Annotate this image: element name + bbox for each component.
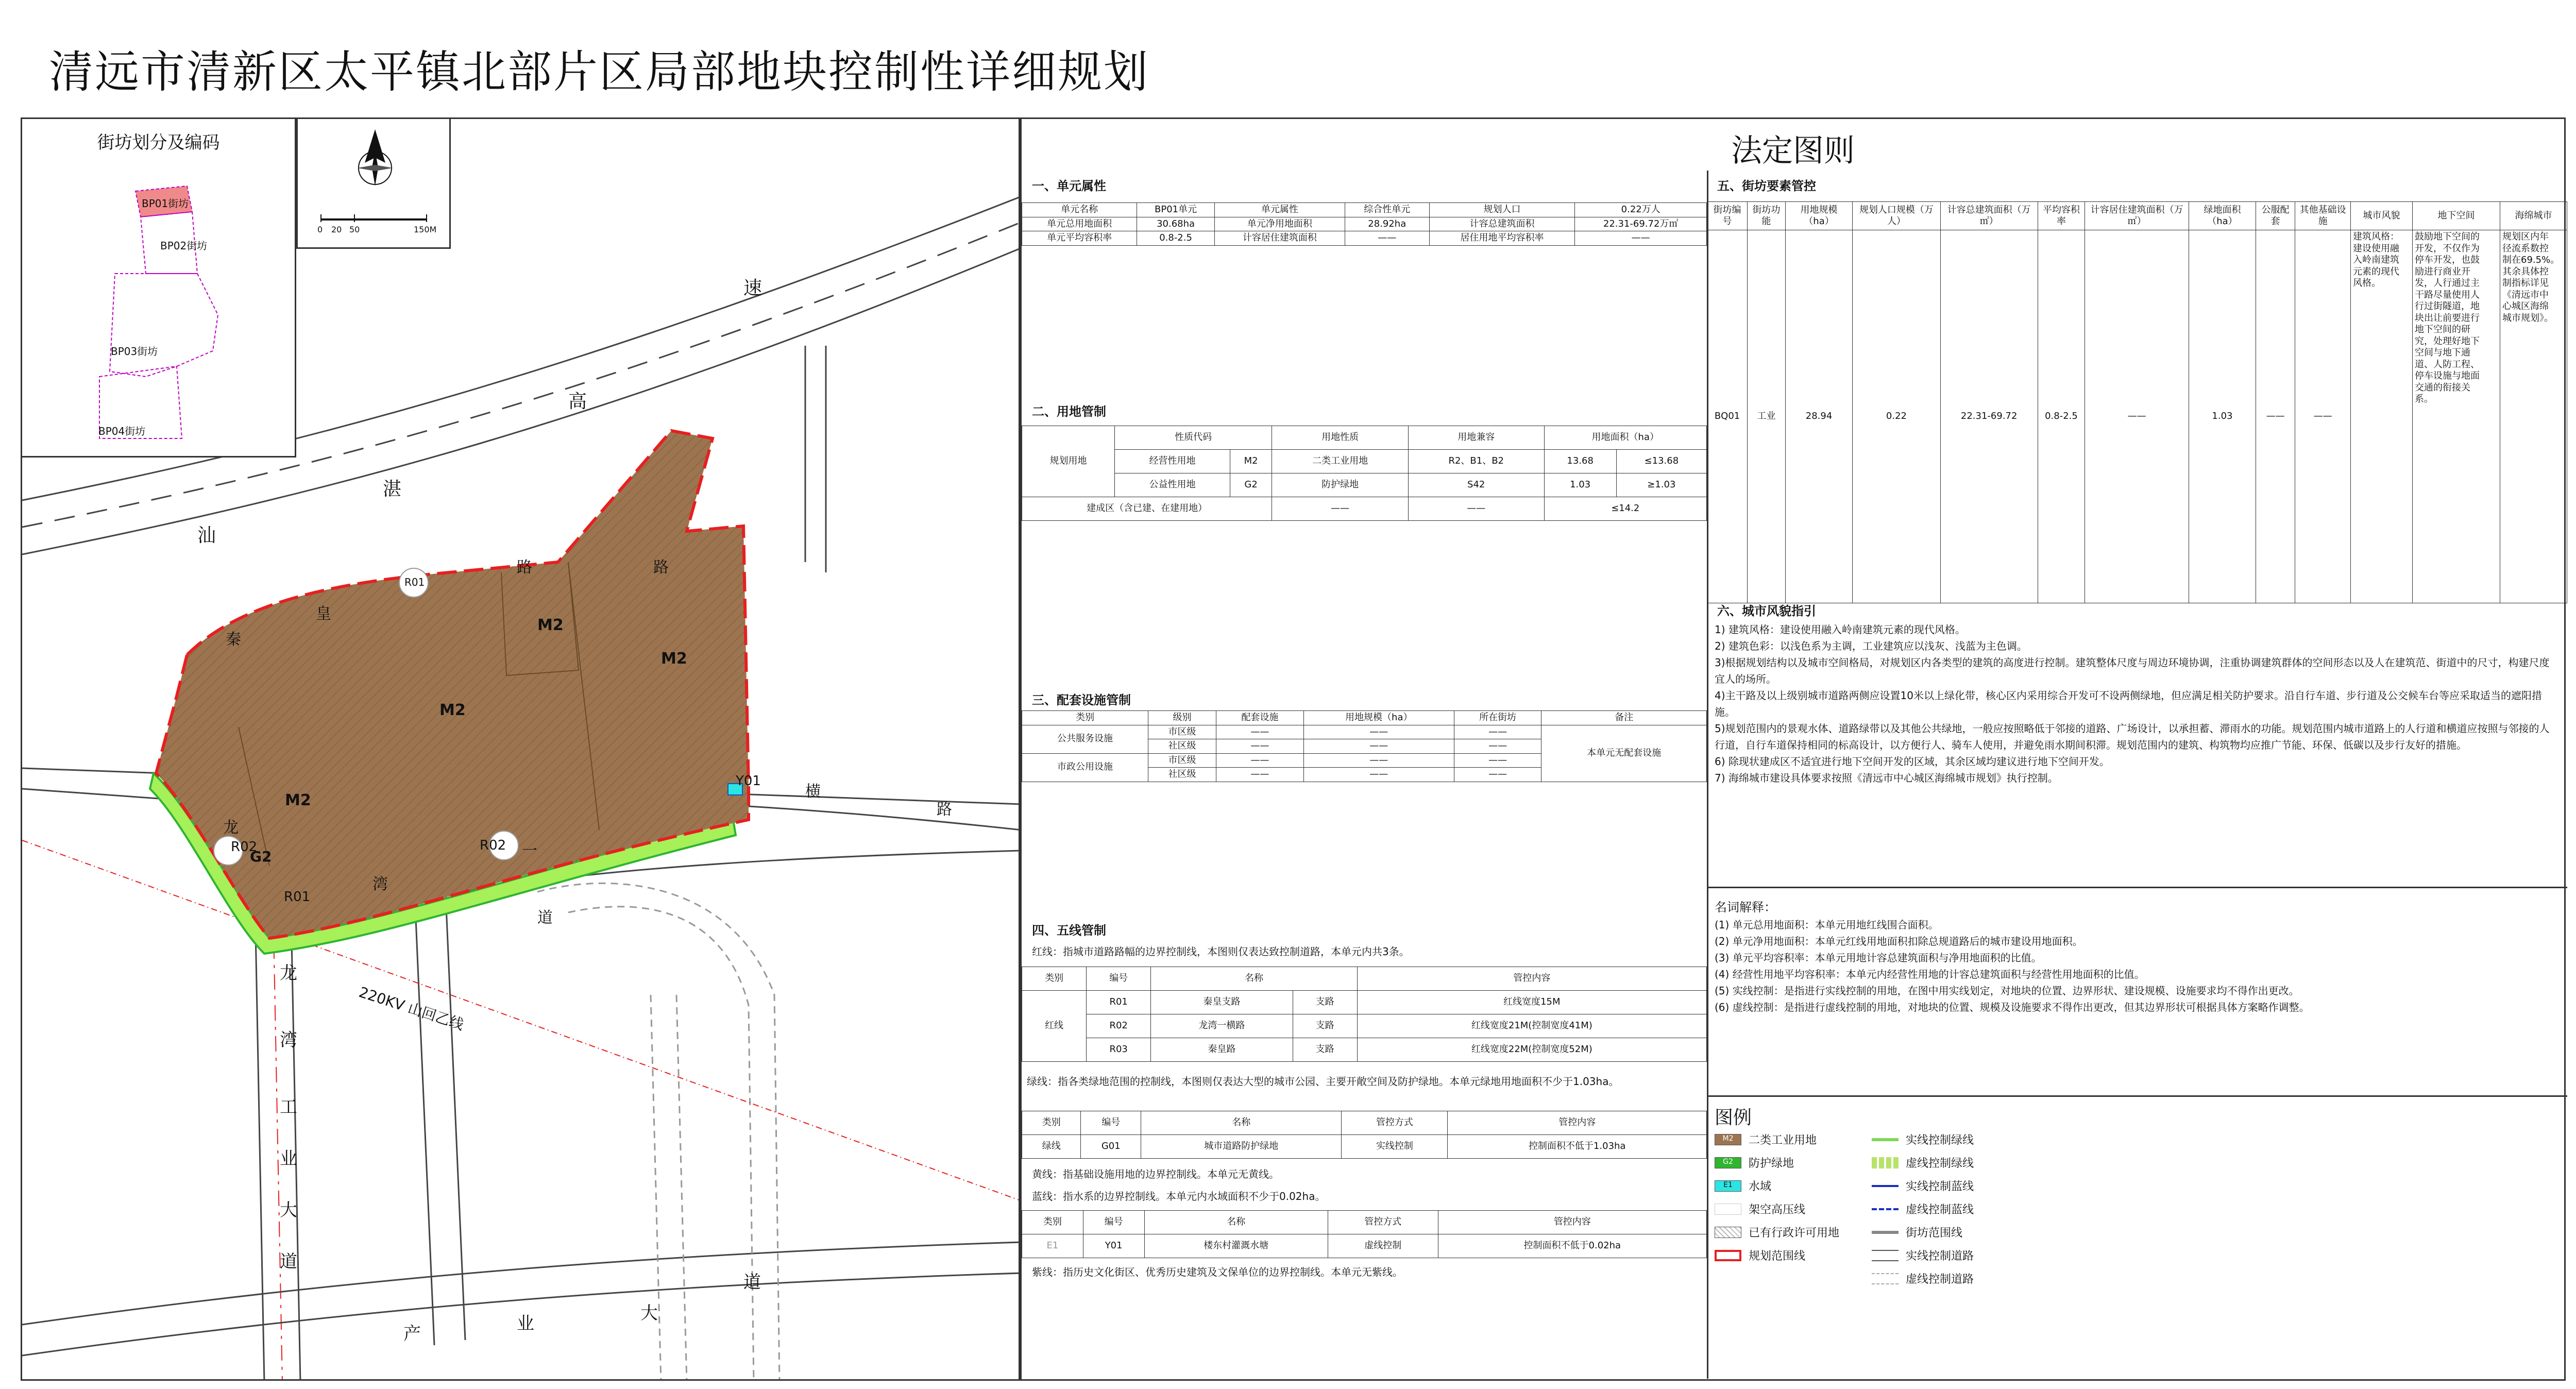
section-title: 三、配套设施管制	[1032, 693, 1131, 707]
yellowline-text: 黄线：指基础设施用地的边界控制线。本单元无黄线。	[1032, 1168, 1279, 1180]
road-label: 秦	[226, 631, 241, 649]
road-label: 道	[280, 1251, 297, 1272]
page-title: 清远市清新区太平镇北部片区局部地块控制性详细规划	[49, 46, 1149, 98]
road-label: 路	[937, 801, 952, 819]
unit-attr-table: 单元名称 BP01单元 单元属性 综合性单元 规划人口 0.22万人 单元总用地面积 30.68ha 单元净用地面积 28.92ha 计容总建筑面积 22.31-69.72万㎡ 单元平均容积率 0.8-2.5 计容居住建筑面积 —— 居住用地平均容积率 ——	[1022, 202, 1707, 246]
parcel-label: M2	[439, 701, 466, 719]
road-code: R02	[231, 839, 258, 855]
road-label: 湾	[280, 1030, 297, 1051]
road-label: 业	[280, 1148, 297, 1169]
road-label: 龙	[280, 963, 297, 984]
legend-item: 虚线控制蓝线	[1872, 1201, 1974, 1217]
purpleline-text: 紫线：指历史文化街区、优秀历史建筑及文保单位的边界控制线。本单元无紫线。	[1032, 1266, 1403, 1278]
legend-item: 架空高压线	[1715, 1201, 1805, 1217]
road-label: 高	[568, 391, 587, 412]
facility-table: 类别 级别 配套设施 用地规模（ha） 所在街坊 备注 公共服务设施 市区级 —— —— —— 本单元无配套设施 社区级 —— —— —— 市政公用设施 市区级 —— —— —— 社区级 —— —— ——	[1022, 710, 1707, 782]
road-label: 道	[537, 909, 553, 927]
road-label: 路	[517, 558, 532, 577]
legend-title: 图例	[1715, 1107, 1752, 1128]
planned-roads	[537, 883, 779, 1381]
scale-label: 50	[349, 225, 360, 234]
legend-item: 规划范围线	[1715, 1247, 1805, 1263]
powerline-label: 220KV 山回乙线	[357, 983, 466, 1034]
greenbelt-code: G2	[250, 848, 272, 865]
inset-block-label: BP03街坊	[111, 345, 158, 358]
road-code: R02	[480, 838, 506, 853]
legend-item: 实线控制道路	[1872, 1247, 1974, 1263]
section-title: 二、用地管制	[1032, 404, 1106, 419]
inset-block-label: BP02街坊	[160, 240, 208, 252]
road-chanye	[22, 1242, 1020, 1356]
panel-title: 法定图则	[1731, 133, 1855, 169]
parcel-label: M2	[285, 791, 311, 809]
section-title: 六、城市风貌指引	[1717, 604, 1816, 618]
road-label: 一	[522, 842, 537, 860]
legal-panel	[1020, 117, 2566, 1381]
scale-label: 0	[317, 225, 323, 234]
section-title: 五、街坊要素管控	[1717, 179, 1816, 193]
legend-swatch: G2	[1715, 1157, 1741, 1168]
inset-map	[22, 119, 298, 459]
section-title: 一、单元属性	[1032, 179, 1106, 193]
legend-item: M2 二类工业用地	[1715, 1131, 1817, 1147]
scale-label: 20	[331, 225, 342, 234]
road-code: R01	[284, 889, 311, 905]
road-label: 路	[653, 558, 669, 577]
road-label: 湛	[383, 479, 402, 500]
legend-swatch: M2	[1715, 1134, 1741, 1145]
road-label: 皇	[316, 605, 331, 623]
block-element-table: 街坊编号 街坊功能 用地规模（ha） 规划人口规模（万人） 计容总建筑面积（万㎡） 平均容积率 计容居住建筑面积（万㎡） 绿地面积（ha） 公服配套 其他基础设施 城市风貌 地下空间 海绵城市 BQ01 工业 28.94 0.22 22.31-69.72 0.8-2.5 —— 1.03 —— —— 建筑风格： 建设使用融 入岭南建筑 元素的现代 风格。 鼓励地下空间的 开发，不仅作为 停车开发，也鼓 励进行商业开 发，人行通过主 干路尽量使用人 行过街隧道，地 块出让前要进行 地下空间的研 究，处理好地下 空间与地下通 道、人防工程、 停车设施与地面 交通的衔接关 系。 规划区内年 径流系数控 制在69.5%。 其余具体控 制指标详见 《清远市中 心城区海绵 城市规划》。	[1707, 201, 2567, 603]
parcel-label: M2	[661, 650, 687, 668]
legend-item: E1 水域	[1715, 1178, 1771, 1194]
block-inset	[21, 117, 296, 458]
legend-item: 已有行政许可用地	[1715, 1224, 1839, 1240]
legend-item: G2 防护绿地	[1715, 1155, 1794, 1171]
road-label: 横	[805, 783, 821, 801]
inset-block-label: BP04街坊	[98, 425, 146, 437]
section-title: 四、五线管制	[1032, 923, 1106, 938]
road-label: 产	[403, 1324, 421, 1344]
blueline-text: 蓝线：指水系的边界控制线。本单元内水域面积不少于0.02ha。	[1032, 1190, 1326, 1202]
land-use-table: 规划用地 性质代码 用地性质 用地兼容 用地面积（ha） 经营性用地 M2 二类工业用地 R2、B1、B2 13.68 ≤13.68 公益性用地 G2 防护绿地 S42 1.03 ≥1.03 建成区（含已建、在建用地） —— —— ≤14.2	[1022, 426, 1707, 521]
redline-text: 红线：指城市道路路幅的边界控制线，本图则仅表达致控制道路，本单元内共3条。	[1032, 945, 1410, 958]
scale-label: 150M	[414, 225, 437, 234]
legend-item: 虚线控制道路	[1872, 1271, 1974, 1286]
compass-scale	[296, 117, 451, 249]
road-code: R01	[404, 576, 425, 588]
legend-swatch: E1	[1715, 1180, 1741, 1192]
road-label: 业	[517, 1313, 534, 1334]
inset-block-label: BP01街坊	[142, 197, 189, 210]
legend-item: 实线控制绿线	[1872, 1131, 1974, 1147]
road-label: 工	[280, 1097, 297, 1117]
road-label: 大	[280, 1200, 297, 1221]
inset-title: 街坊划分及编码	[97, 132, 220, 153]
road-label: 龙	[223, 819, 239, 837]
power-line	[22, 840, 1020, 1201]
parcel-label: M2	[537, 616, 564, 634]
road-label: 速	[743, 278, 762, 299]
greenline-text: 绿线：指各类绿地范围的控制线，本图则仅表达大型的城市公园、主要开敞空间及防护绿地。本单元绿地用地面积不少于1.03ha。	[1027, 1075, 1619, 1088]
blueline-table: 类别 编号 名称 管控方式 管控内容 E1 Y01 楼东村灌溉水塘 虚线控制 控制面积不低于0.02ha	[1022, 1210, 1707, 1258]
greenline-table: 类别 编号 名称 管控方式 管控内容 绿线 G01 城市道路防护绿地 实线控制 控制面积不低于1.03ha	[1022, 1111, 1707, 1159]
road-label: 道	[743, 1272, 761, 1293]
road-label: 汕	[197, 525, 216, 546]
road-label: 大	[640, 1303, 658, 1324]
water-code: Y01	[736, 773, 761, 789]
style-guide-text: 1) 建筑风格：建设使用融入岭南建筑元素的现代风格。 2) 建筑色彩：以浅色系为主调，工业建筑应以浅灰、浅蓝为主色调。 3)根据规划结构以及城市空间格局，对规划区内各类型的建筑的高度进行控制。建筑整体尺度与周边环境协调，注重协调建筑群体的空间形态以及人在建筑范、街道中的尺寸，构建尺度宜人的场所。 4)主干路及以上级别城市道路两侧应设置10米以上绿化带，核心区内采用综合开发可不设两侧绿地，但应满足相关防护要求。沿自行车道、步行道及公交候车台等应采取适当的遮阳措施。 5)规划范围内的景观水体、道路绿带以及其他公共绿地，一般应按照略低于邻接的道路、广场设计，以承担蓄、滞雨水的功能。规划范围内城市道路上的人行道和横道应按照与邻接的人行道，自行车道保持相同的标高设计，以方便行人、骑车人使用，并避免雨水期间积滞。规划范围内的建筑、构筑物均应推广节能、环保、低碳以及步行友好的措施。 6) 除现状建成区不适宜进行地下空间开发的区域，其余区域均建议进行地下空间开发。 7) 海绵城市建设具体要求按照《清远市中心城区海绵城市规划》执行控制。	[1715, 623, 2550, 784]
terms-title: 名词解释：	[1715, 900, 1776, 914]
legend-item: 街坊范围线	[1872, 1224, 1962, 1240]
redline-table: 类别 编号 名称 管控内容 红线 R01 秦皇支路 支路 红线宽度15M R02 龙湾一横路 支路 红线宽度21M(控制宽度41M) R03 秦皇路 支路 红线宽度22M(控制宽度52M)	[1022, 967, 1707, 1062]
legend-item: 虚线控制绿线	[1872, 1155, 1974, 1171]
road-label: 湾	[372, 875, 388, 893]
terms-text: (1) 单元总用地面积：本单元用地红线围合面积。 (2) 单元净用地面积：本单元红线用地面积扣除总规道路后的城市建设用地面积。 (3) 单元平均容积率：本单元用地计容总建筑面积与净用地面积的比值。 (4) 经营性用地平均容积率：本单元内经营性用地的计容总建筑面积与经营性用地面积的比值。 (5) 实线控制：是指进行实线控制的用地，在图中用实线划定，对地块的位置、边界形状、建设规模、设施要求均不得作出更改。 (6) 虚线控制：是指进行虚线控制的用地，对地块的位置、规模及设施要求不得作出更改，但其边界形状可根据具体方案略作调整。	[1715, 919, 2310, 1013]
legend-item: 实线控制蓝线	[1872, 1178, 1974, 1194]
